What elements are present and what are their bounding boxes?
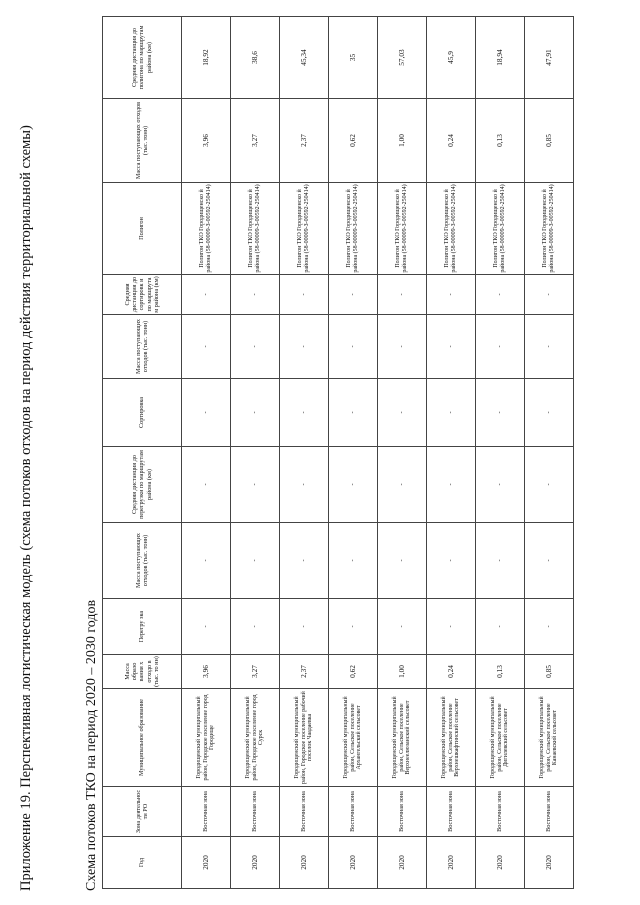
cell-sorting-mass: - xyxy=(280,315,329,379)
cell-landfill-distance: 18,94 xyxy=(476,17,525,99)
cell-municipality: Городищенский муниципальный район, Городское поселение рабочий поселок Чаадаевка xyxy=(280,689,329,787)
cell-sorting: - xyxy=(182,379,231,447)
cell-generated-mass: 1,00 xyxy=(378,655,427,689)
cell-municipality: Городищенский муниципальный район, Сельское поселение Канаевский сельсовет xyxy=(525,689,574,787)
cell-sorting-distance: - xyxy=(525,275,574,315)
cell-year: 2020 xyxy=(378,837,427,889)
cell-landfill-mass: 1,00 xyxy=(378,99,427,183)
cell-landfill-mass: 2,37 xyxy=(280,99,329,183)
cell-transfer-mass: - xyxy=(329,523,378,599)
cell-transfer-mass: - xyxy=(378,523,427,599)
table-row xyxy=(182,17,231,889)
cell-transfer-distance: - xyxy=(231,447,280,523)
cell-municipality: Городищенский муниципальный район, Сельское поселение Архангельский сельсовет xyxy=(329,689,378,787)
cell-transfer-distance: - xyxy=(476,447,525,523)
header-year: Год xyxy=(103,837,182,889)
cell-transfer-mass: - xyxy=(280,523,329,599)
cell-landfill: Полигон ТКО Городищенско й района (58-00009-З-00592-250414) xyxy=(182,183,231,275)
cell-sorting-distance: - xyxy=(476,275,525,315)
cell-landfill-distance: 47,91 xyxy=(525,17,574,99)
header-landfill: Полигон xyxy=(103,183,182,275)
header-transfer: Перегру зка xyxy=(103,599,182,655)
cell-transfer-mass: - xyxy=(427,523,476,599)
table-row xyxy=(329,17,378,889)
cell-sorting: - xyxy=(280,379,329,447)
cell-transfer-mass: - xyxy=(525,523,574,599)
cell-transfer: - xyxy=(378,599,427,655)
cell-landfill: Полигон ТКО Городищенско й района (58-00009-З-00592-250414) xyxy=(476,183,525,275)
cell-sorting: - xyxy=(476,379,525,447)
waste-flow-table xyxy=(102,16,574,889)
table-header-row xyxy=(103,17,182,889)
cell-year: 2020 xyxy=(280,837,329,889)
cell-generated-mass: 0,62 xyxy=(329,655,378,689)
table-row xyxy=(231,17,280,889)
cell-landfill: Полигон ТКО Городищенско й района (58-00009-З-00592-250414) xyxy=(329,183,378,275)
cell-sorting: - xyxy=(525,379,574,447)
cell-generated-mass: 2,37 xyxy=(280,655,329,689)
cell-landfill-distance: 45,9 xyxy=(427,17,476,99)
cell-generated-mass: 3,27 xyxy=(231,655,280,689)
header-transfer-distance: Средняя дистанция до перегрузки по маршрутам района (км) xyxy=(103,447,182,523)
cell-landfill-mass: 0,85 xyxy=(525,99,574,183)
cell-transfer: - xyxy=(231,599,280,655)
cell-transfer-distance: - xyxy=(427,447,476,523)
table-caption: Схема потоков ТКО на период 2020 – 2030 годов xyxy=(84,599,99,891)
cell-sorting-distance: - xyxy=(231,275,280,315)
header-generated-mass: Масса образо вания х отходо в (тыс. то нн) xyxy=(103,655,182,689)
cell-transfer-distance: - xyxy=(329,447,378,523)
cell-sorting-mass: - xyxy=(182,315,231,379)
header-sorting: Сортировка xyxy=(103,379,182,447)
cell-generated-mass: 3,96 xyxy=(182,655,231,689)
cell-landfill-mass: 3,96 xyxy=(182,99,231,183)
table-row xyxy=(525,17,574,889)
cell-sorting-distance: - xyxy=(280,275,329,315)
cell-generated-mass: 0,24 xyxy=(427,655,476,689)
cell-sorting-mass: - xyxy=(476,315,525,379)
cell-zone: Восточная зона xyxy=(378,787,427,837)
cell-transfer-distance: - xyxy=(280,447,329,523)
cell-landfill: Полигон ТКО Городищенско й района (58-00009-З-00592-250414) xyxy=(231,183,280,275)
cell-municipality: Городищенский муниципальный район, Городское поселение город Городище xyxy=(182,689,231,787)
cell-municipality: Городищенский муниципальный район, Городское поселение город Сурск xyxy=(231,689,280,787)
header-sorting-mass: Масса поступающих отходов (тыс. тонн) xyxy=(103,315,182,379)
cell-landfill: Полигон ТКО Городищенско й района (58-00009-З-00592-250414) xyxy=(280,183,329,275)
cell-landfill-distance: 38,6 xyxy=(231,17,280,99)
table-row xyxy=(427,17,476,889)
cell-transfer: - xyxy=(476,599,525,655)
cell-transfer-mass: - xyxy=(182,523,231,599)
cell-year: 2020 xyxy=(329,837,378,889)
cell-transfer: - xyxy=(329,599,378,655)
cell-year: 2020 xyxy=(476,837,525,889)
cell-sorting-distance: - xyxy=(378,275,427,315)
cell-zone: Восточная зона xyxy=(182,787,231,837)
cell-sorting-distance: - xyxy=(182,275,231,315)
cell-landfill: Полигон ТКО Городищенско й района (58-00009-З-00592-250414) xyxy=(378,183,427,275)
cell-landfill: Полигон ТКО Городищенско й района (58-00009-З-00592-250414) xyxy=(427,183,476,275)
header-transfer-mass: Масса поступающих отходов (тыс. тонн) xyxy=(103,523,182,599)
cell-zone: Восточная зона xyxy=(231,787,280,837)
page-heading: Приложение 19. Перспективная логистическая модель (схема потоков отходов на период действия территориальной схемы) xyxy=(18,125,34,891)
cell-zone: Восточная зона xyxy=(525,787,574,837)
cell-sorting-distance: - xyxy=(329,275,378,315)
cell-sorting: - xyxy=(378,379,427,447)
cell-sorting-mass: - xyxy=(378,315,427,379)
table-row xyxy=(378,17,427,889)
cell-sorting-mass: - xyxy=(329,315,378,379)
header-landfill-mass: Масса поступающих отходов (тыс. тонн) xyxy=(103,99,182,183)
cell-generated-mass: 0,13 xyxy=(476,655,525,689)
cell-zone: Восточная зона xyxy=(476,787,525,837)
cell-transfer-distance: - xyxy=(378,447,427,523)
table-row xyxy=(476,17,525,889)
cell-sorting-mass: - xyxy=(427,315,476,379)
cell-landfill-mass: 3,27 xyxy=(231,99,280,183)
header-sorting-distance: Средняя дистанция до сортировк и по маршрута м района (км) xyxy=(103,275,182,315)
cell-zone: Восточная зона xyxy=(280,787,329,837)
cell-transfer-mass: - xyxy=(231,523,280,599)
cell-sorting-distance: - xyxy=(427,275,476,315)
cell-sorting-mass: - xyxy=(525,315,574,379)
cell-transfer-distance: - xyxy=(182,447,231,523)
cell-zone: Восточная зона xyxy=(427,787,476,837)
cell-sorting: - xyxy=(231,379,280,447)
cell-transfer-mass: - xyxy=(476,523,525,599)
table-row xyxy=(280,17,329,889)
cell-landfill-distance: 57,03 xyxy=(378,17,427,99)
cell-landfill-distance: 18,92 xyxy=(182,17,231,99)
cell-landfill-mass: 0,24 xyxy=(427,99,476,183)
cell-landfill-distance: 45,34 xyxy=(280,17,329,99)
cell-year: 2020 xyxy=(427,837,476,889)
cell-transfer: - xyxy=(280,599,329,655)
cell-landfill: Полигон ТКО Городищенско й района (58-00009-З-00592-250414) xyxy=(525,183,574,275)
cell-sorting: - xyxy=(329,379,378,447)
cell-transfer: - xyxy=(182,599,231,655)
cell-landfill-distance: 35 xyxy=(329,17,378,99)
cell-year: 2020 xyxy=(525,837,574,889)
cell-transfer-distance: - xyxy=(525,447,574,523)
cell-municipality: Городищенский муниципальный район, Сельское поселение Верхнешкафтинский сельсовет xyxy=(427,689,476,787)
cell-generated-mass: 0,85 xyxy=(525,655,574,689)
header-landfill-distance: Средняя дистанция до полигона по маршрутам района (км) xyxy=(103,17,182,99)
header-zone: Зона деятельнос ти РО xyxy=(103,787,182,837)
cell-landfill-mass: 0,62 xyxy=(329,99,378,183)
cell-transfer: - xyxy=(427,599,476,655)
header-municipality: Муниципальное образование xyxy=(103,689,182,787)
cell-municipality: Городищенский муниципальный район, Сельское поселение Верхнеелюзанский сельсовет xyxy=(378,689,427,787)
cell-sorting: - xyxy=(427,379,476,447)
cell-year: 2020 xyxy=(231,837,280,889)
cell-transfer: - xyxy=(525,599,574,655)
cell-year: 2020 xyxy=(182,837,231,889)
cell-sorting-mass: - xyxy=(231,315,280,379)
cell-zone: Восточная зона xyxy=(329,787,378,837)
cell-landfill-mass: 0,13 xyxy=(476,99,525,183)
cell-municipality: Городищенский муниципальный район, Сельское поселение Дигилевский сельсовет xyxy=(476,689,525,787)
table-body xyxy=(182,17,574,889)
